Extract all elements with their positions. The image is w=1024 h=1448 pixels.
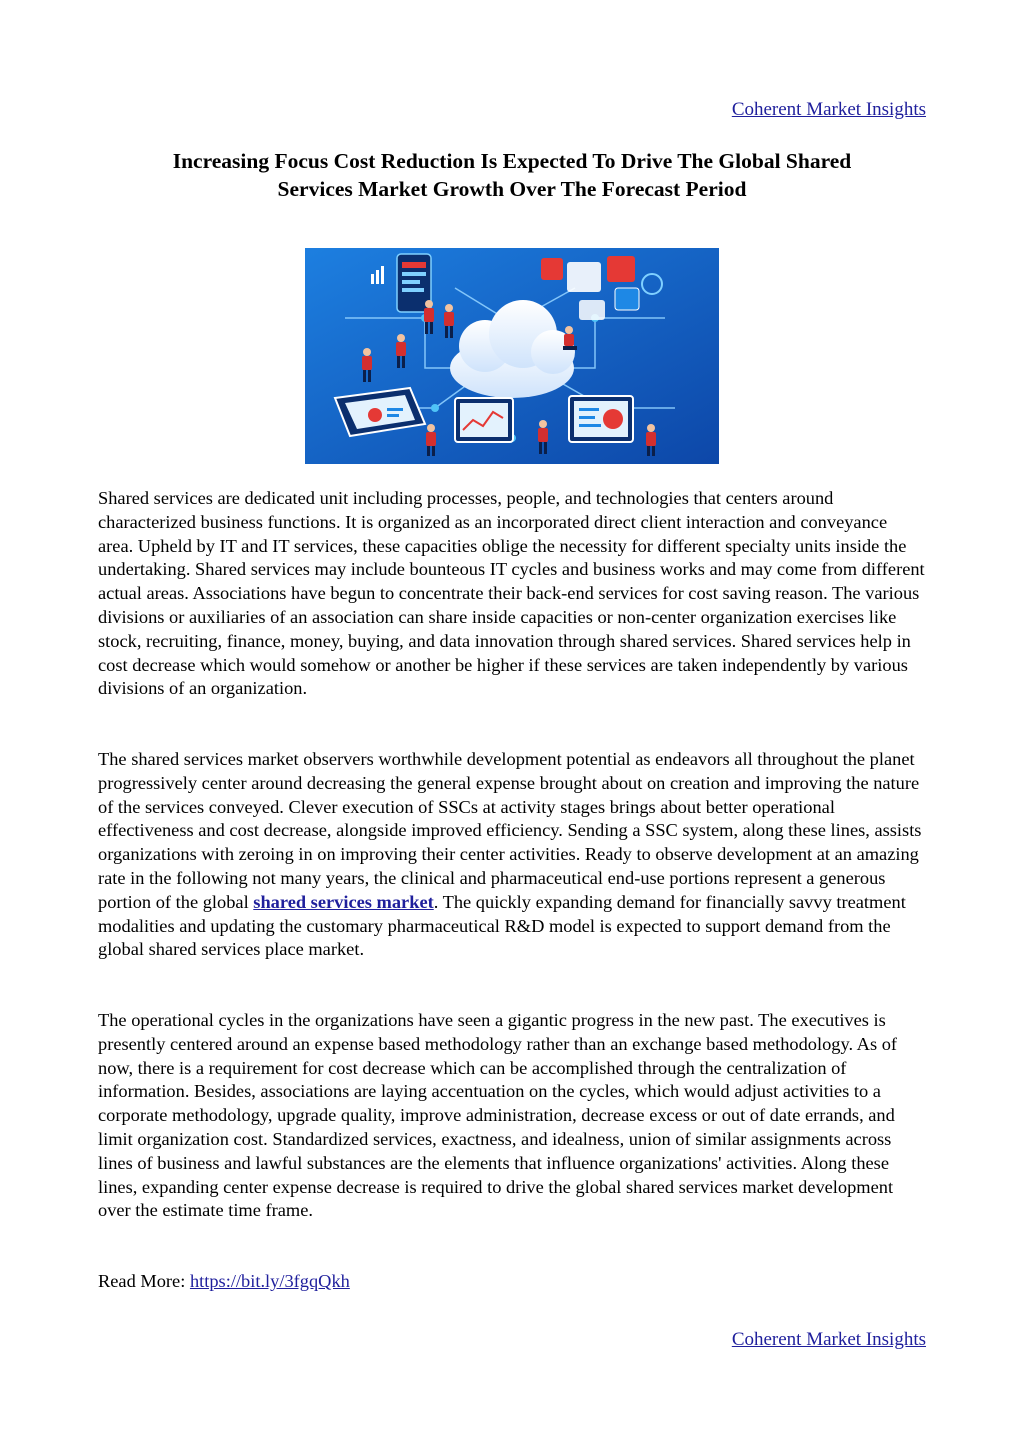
page-title — [98, 147, 926, 203]
read-more-label: Read More: — [98, 1271, 190, 1291]
body-paragraph-2 — [98, 748, 926, 962]
footer-company-link[interactable]: Coherent Market Insights — [731, 1329, 926, 1350]
shared-services-market-link[interactable]: shared services market — [253, 891, 434, 912]
title-line-2: Services Market Growth Over The Forecast Period — [277, 177, 747, 201]
body-paragraph-3: The operational cycles in the organizations have seen a gigantic progress in the new past. The executives is presently centered around an expense based methodology rather than an exchange based methodology. As of now, there is a requirement for cost decrease which can be accomplished through the centralization of information. Besides, associations are laying accentuation on the cycles, which would adjust activities to a corporate methodology, upgrade quality, improve administration, decrease excess or out of date errands, and limit organization cost. Standardized services, exactness, and idealness, union of similar assignments across lines of business and lawful substances are the elements that influence organizations' activities. Along these lines, expanding center expense decrease is required to drive the global shared services market development over the estimate time frame. — [98, 1010, 898, 1221]
paragraph-2-text-before: The shared services market observers worthwhile development potential as endeavors all throughout the planet progressively center around decreasing the general expense brought about on creation and improving the nature of the services conveyed. Clever execution of SSCs at activity stages brings about better operational effectiveness and cost decrease, alongside improved efficiency. Sending a SSC system, along these lines, assists organizations with zeroing in on improving their center activities. Ready to observe development at an amazing rate in the following not many years, the clinical and pharmaceutical end-use portions represent a generous portion of the global — [98, 749, 922, 912]
paragraph-2-text-after: . The quickly expanding demand for financially savvy treatment modalities and updating the customary pharmaceutical R&D model is expected to support demand from the global shared services place market. — [98, 891, 906, 960]
title-line-1: Increasing Focus Cost Reduction Is Expected To Drive The Global Shared — [172, 149, 852, 173]
body-paragraph-1: Shared services are dedicated unit including processes, people, and technologies that centers around characterized business functions. It is organized as an incorporated direct client interaction and conveyance area. Upheld by IT and IT services, these capacities oblige the necessity for different specialty units inside the undertaking. Shared services may include bounteous IT cycles and business works and may come from different actual areas. Associations have begun to concentrate their back-end services for cost saving reason. The various divisions or auxiliaries of an association can share inside capacities or non-center organization exercises like stock, recruiting, finance, money, buying, and data innovation through shared services. Shared services help in cost decrease which would somehow or another be higher if these services are taken independently by various divisions of an organization. — [98, 488, 925, 699]
read-more-link[interactable]: https://bit.ly/3fgqQkh — [189, 1271, 350, 1291]
cloud-services-illustration-icon — [305, 248, 719, 464]
header-company-link[interactable]: Coherent Market Insights — [731, 99, 926, 120]
read-more-line — [98, 1270, 926, 1294]
